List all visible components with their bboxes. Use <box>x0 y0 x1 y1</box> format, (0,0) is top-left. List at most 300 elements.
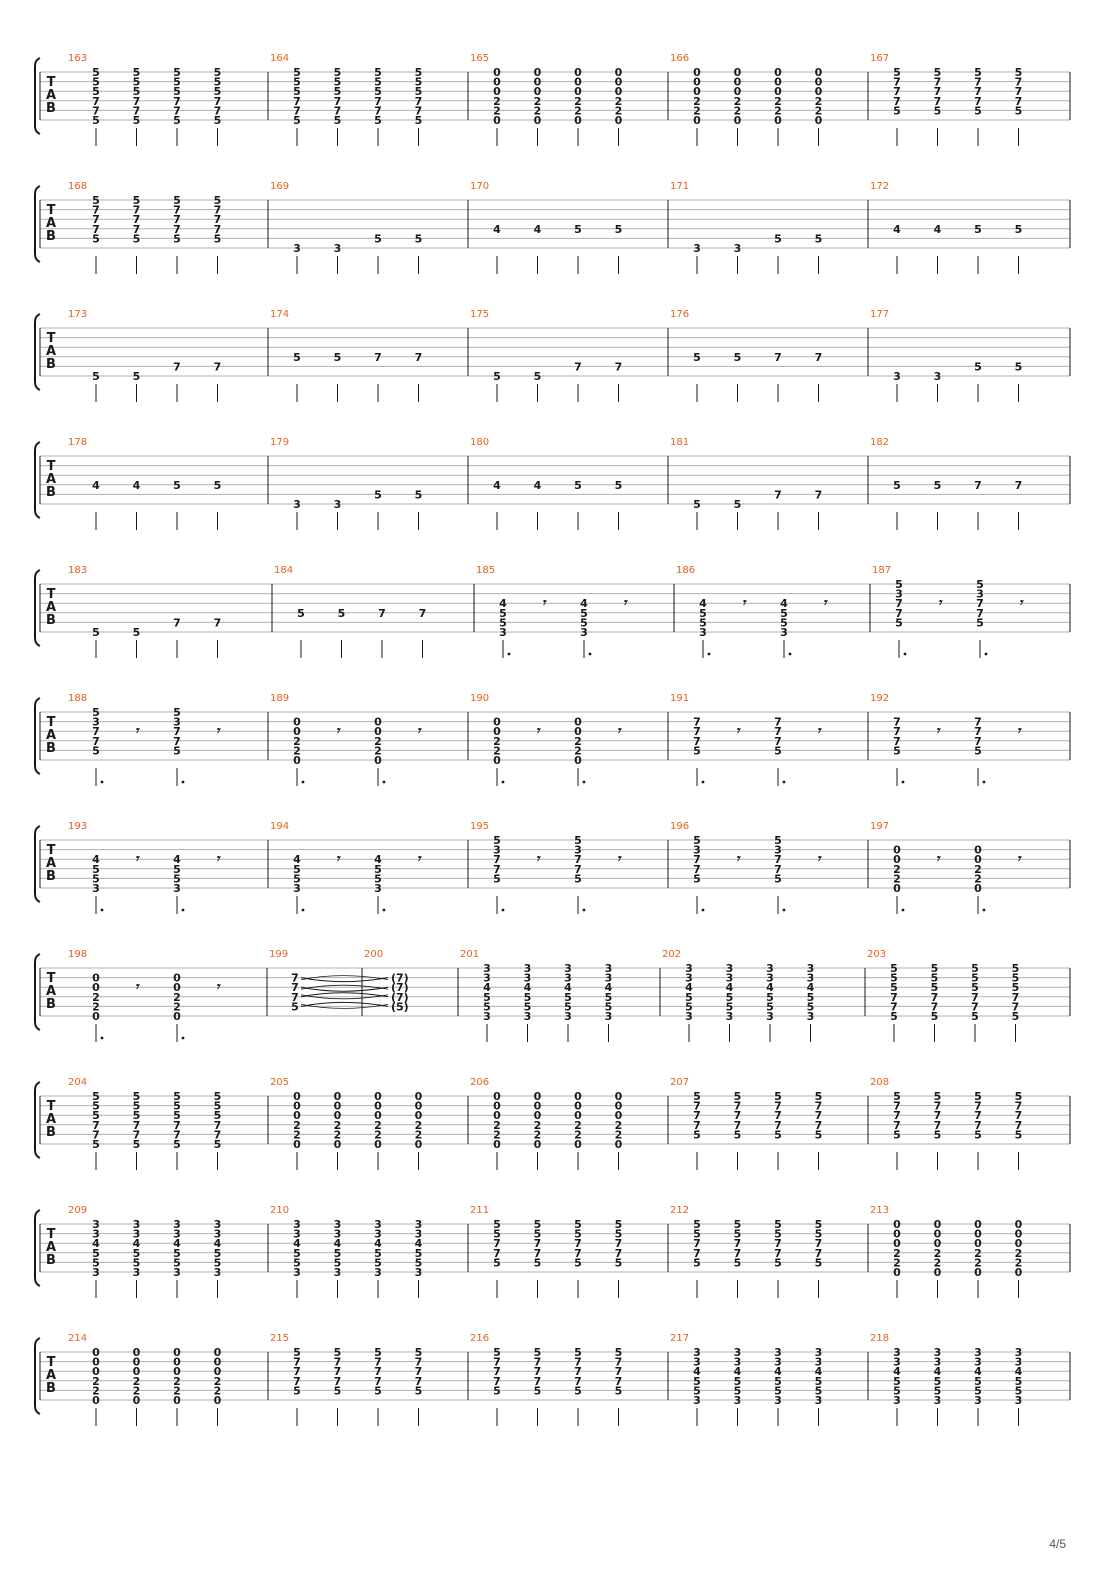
fret-number: 3 <box>893 1355 901 1369</box>
fret-number: 5 <box>414 1384 423 1398</box>
fret-number: 7 <box>733 1099 742 1113</box>
fret-number: 7 <box>291 990 299 1004</box>
fret-number: 5 <box>293 1384 301 1398</box>
fret-number: 2 <box>533 1118 542 1132</box>
fret-number: 7 <box>213 1118 222 1132</box>
fret-number: 7 <box>293 1355 301 1369</box>
fret-number: 0 <box>693 66 701 79</box>
fret-number: 0 <box>1014 1218 1023 1231</box>
fret-number: 5 <box>92 75 100 89</box>
tab-system <box>35 1333 1070 1426</box>
measure-174 <box>270 309 468 402</box>
fret-number: 3 <box>774 1355 782 1369</box>
fret-number: 3 <box>213 1227 222 1241</box>
fret-number: 4 <box>893 222 901 236</box>
fret-number: 5 <box>933 478 942 492</box>
fret-number: 0 <box>974 1237 982 1251</box>
fret-number: 7 <box>890 990 898 1004</box>
fret-number: 7 <box>533 1374 542 1388</box>
fret-number: 7 <box>132 1128 141 1142</box>
fret-number: 0 <box>814 85 823 99</box>
fret-number: 0 <box>92 971 100 985</box>
fret-number: 0 <box>374 1109 382 1123</box>
measure-number: 218 <box>870 1333 890 1344</box>
fret-number: 5 <box>893 1374 901 1388</box>
fret-number: 2 <box>614 1118 623 1132</box>
fret-number: 5 <box>493 1384 501 1398</box>
tie-curve <box>301 978 388 982</box>
dotted-note-dot <box>583 781 586 784</box>
fret-number: 5 <box>699 606 707 620</box>
fret-number: 0 <box>213 1346 222 1359</box>
fret-number: 0 <box>92 1346 100 1359</box>
fret-number: 5 <box>930 981 939 995</box>
fret-number: 4 <box>533 478 542 492</box>
eighth-rest: 𝄾 <box>215 852 220 868</box>
fret-number: 5 <box>499 616 507 630</box>
fret-number: 7 <box>814 488 823 502</box>
fret-number: 2 <box>774 104 782 118</box>
fret-number: 7 <box>614 1374 623 1388</box>
fret-number: 5 <box>293 862 301 876</box>
fret-number: 3 <box>725 971 734 985</box>
fret-number: 3 <box>893 1346 901 1359</box>
fret-number: 7 <box>173 222 181 236</box>
fret-number: 5 <box>132 194 141 207</box>
fret-number: 5 <box>693 872 701 886</box>
fret-number: 7 <box>173 616 181 630</box>
tab-clef-letter: B <box>46 1381 56 1396</box>
fret-number: 5 <box>213 85 222 99</box>
measure-number: 211 <box>470 1205 490 1216</box>
fret-number: 7 <box>893 75 901 89</box>
fret-number: 5 <box>1014 1128 1023 1142</box>
measure-213 <box>870 1205 1070 1298</box>
fret-number: 7 <box>893 1109 901 1123</box>
fret-number: 0 <box>374 715 382 729</box>
measure-number: 168 <box>68 181 88 192</box>
fret-number: 3 <box>493 843 501 857</box>
fret-number: 7 <box>213 94 222 108</box>
fret-number: 5 <box>574 1227 582 1241</box>
fret-number: 5 <box>733 1128 742 1142</box>
fret-number: 0 <box>574 85 582 99</box>
tab-clef-letter: B <box>46 101 56 116</box>
fret-number: 5 <box>693 834 701 847</box>
fret-number: 0 <box>533 85 542 99</box>
fret-number: 3 <box>564 1010 572 1023</box>
fret-number: 0 <box>974 843 982 857</box>
fret-number: 0 <box>293 1099 301 1113</box>
fret-number: 5 <box>337 606 346 620</box>
fret-number: 5 <box>173 1256 181 1270</box>
fret-number: 7 <box>374 350 382 364</box>
fret-number: 3 <box>893 370 901 383</box>
fret-number: 3 <box>333 1227 342 1241</box>
fret-number: 0 <box>173 1365 181 1379</box>
tab-clef-letter: T <box>46 75 56 90</box>
fret-number: 7 <box>213 360 222 374</box>
system-bracket <box>35 1082 40 1158</box>
fret-number: 3 <box>333 242 342 255</box>
fret-number: 7 <box>493 1237 501 1251</box>
dotted-note-dot <box>783 909 786 912</box>
fret-number: 7 <box>774 862 782 876</box>
fret-number: 3 <box>685 1010 693 1023</box>
fret-number: 2 <box>493 734 501 748</box>
measure-number: 189 <box>270 693 290 704</box>
fret-number: 7 <box>693 1109 701 1123</box>
fret-number: 5 <box>814 1256 823 1270</box>
fret-number: 7 <box>890 1000 898 1014</box>
fret-number: 7 <box>774 1237 782 1251</box>
fret-number: 0 <box>173 1355 181 1369</box>
fret-number: 5 <box>499 606 507 620</box>
fret-number: 7 <box>493 862 501 876</box>
measure-216 <box>470 1333 668 1426</box>
fret-number: 5 <box>213 1138 222 1151</box>
fret-number: 5 <box>774 1128 782 1142</box>
measure-number: 213 <box>870 1205 890 1216</box>
fret-number: 5 <box>974 104 982 118</box>
fret-number: 7 <box>293 94 301 108</box>
measure-number: 210 <box>270 1205 290 1216</box>
measure-number: 193 <box>68 821 88 832</box>
fret-number: 0 <box>774 66 782 79</box>
fret-number: 5 <box>933 104 942 118</box>
fret-number: 4 <box>173 1237 181 1251</box>
measure-177 <box>870 309 1070 402</box>
fret-number: 3 <box>685 962 693 975</box>
fret-number: 0 <box>333 1090 342 1103</box>
measure-number: 174 <box>270 309 290 320</box>
fret-number: 2 <box>614 104 623 118</box>
fret-number: 7 <box>974 75 982 89</box>
fret-number: 7 <box>213 203 222 217</box>
fret-number: 5 <box>974 1090 982 1103</box>
tab-clef-letter: A <box>45 600 57 615</box>
fret-number: 0 <box>173 981 181 995</box>
fret-number: 5 <box>774 1227 782 1241</box>
measure-number: 205 <box>270 1077 290 1088</box>
fret-number: 3 <box>92 1227 100 1241</box>
fret-number: 4 <box>293 1237 301 1251</box>
fret-number: 2 <box>132 1374 141 1388</box>
fret-number: 7 <box>414 94 423 108</box>
fret-number: 2 <box>533 1128 542 1142</box>
fret-number: 0 <box>814 75 823 89</box>
fret-number: 2 <box>414 1118 423 1132</box>
fret-number: 7 <box>414 1355 423 1369</box>
fret-number: 0 <box>574 75 582 89</box>
tab-clef-letter: T <box>46 1227 56 1242</box>
measure-206 <box>470 1077 668 1170</box>
fret-number: 7 <box>414 1365 423 1379</box>
fret-number: 3 <box>92 1266 100 1279</box>
fret-number: 5 <box>733 1218 742 1231</box>
fret-number: 7 <box>893 715 901 729</box>
fret-number: 5 <box>374 232 382 246</box>
fret-number: 3 <box>414 1218 423 1231</box>
fret-number: 4 <box>725 981 734 995</box>
fret-number: 3 <box>414 1266 423 1279</box>
tab-clef-letter: B <box>46 1253 56 1268</box>
fret-number: 5 <box>414 66 423 79</box>
fret-number: 5 <box>213 114 222 127</box>
fret-number: 3 <box>693 1394 701 1407</box>
fret-number: 7 <box>774 1246 782 1260</box>
fret-number: 5 <box>930 1010 939 1023</box>
fret-number: 7 <box>493 853 501 867</box>
fret-number: 7 <box>92 222 100 236</box>
fret-number: 0 <box>173 971 181 985</box>
fret-number: 2 <box>933 1256 942 1270</box>
fret-number: 5 <box>173 85 181 99</box>
eighth-rest: 𝄾 <box>816 852 821 868</box>
fret-number: 3 <box>806 971 815 985</box>
fret-number: 5 <box>1014 1384 1023 1398</box>
tab-system <box>35 821 1070 914</box>
fret-number: 5 <box>774 834 782 847</box>
fret-number: 5 <box>614 1218 623 1231</box>
fret-number: 3 <box>173 882 181 895</box>
fret-number: 3 <box>774 843 782 857</box>
fret-number: 3 <box>766 1010 774 1023</box>
fret-number: 0 <box>493 85 501 99</box>
dotted-note-dot <box>502 909 505 912</box>
fret-number: 2 <box>374 1118 382 1132</box>
fret-number: 7 <box>533 1355 542 1369</box>
fret-number: 0 <box>293 1138 301 1151</box>
fret-number: 7 <box>693 715 701 729</box>
fret-number: 7 <box>774 725 782 739</box>
fret-number: 5 <box>493 1227 501 1241</box>
fret-number: 7 <box>92 94 100 108</box>
system-bracket <box>35 570 40 646</box>
fret-number: 0 <box>533 66 542 79</box>
fret-number: 0 <box>493 715 501 729</box>
fret-number: 7 <box>92 104 100 118</box>
fret-number: 5 <box>733 1090 742 1103</box>
system-bracket <box>35 186 40 262</box>
fret-number: 7 <box>774 715 782 729</box>
fret-number: 5 <box>213 1246 222 1260</box>
measure-202 <box>662 949 865 1042</box>
fret-number: 4 <box>493 222 501 236</box>
fret-number: 5 <box>933 1374 942 1388</box>
fret-number: 7 <box>971 1000 979 1014</box>
fret-number: 5 <box>933 1384 942 1398</box>
tab-clef-letter: B <box>46 1125 56 1140</box>
dotted-note-dot <box>902 781 905 784</box>
tab-clef-letter: A <box>45 1368 57 1383</box>
fret-number: 3 <box>733 1346 742 1359</box>
fret-number: 5 <box>895 616 903 630</box>
fret-number: 0 <box>814 66 823 79</box>
fret-number: 0 <box>414 1099 423 1113</box>
fret-number: 3 <box>293 1227 301 1241</box>
fret-number: 4 <box>493 478 501 492</box>
measure-number: 169 <box>270 181 290 192</box>
fret-number: 5 <box>92 1099 100 1113</box>
fret-number: 0 <box>132 1365 141 1379</box>
fret-number: 7 <box>92 734 100 748</box>
fret-number: 4 <box>580 597 588 611</box>
fret-number: 3 <box>173 1227 181 1241</box>
tab-clef-letter: B <box>46 229 56 244</box>
dotted-note-dot <box>182 909 185 912</box>
fret-number: 3 <box>374 1266 382 1279</box>
fret-number: 5 <box>774 744 782 758</box>
fret-number: 0 <box>814 114 823 127</box>
fret-number: 5 <box>685 1000 693 1014</box>
fret-number: 2 <box>933 1246 942 1260</box>
fret-number: 5 <box>814 1227 823 1241</box>
fret-number: 0 <box>574 1138 582 1151</box>
fret-number: 5 <box>523 990 532 1004</box>
tab-clef-letter: T <box>46 587 56 602</box>
fret-number: 7 <box>895 606 903 620</box>
tab-system <box>35 693 1070 786</box>
fret-number: 5 <box>614 1256 623 1270</box>
fret-number: 7 <box>132 203 141 217</box>
measure-number: 180 <box>470 437 490 448</box>
fret-number: 0 <box>92 1394 100 1407</box>
fret-number: 5 <box>213 478 222 492</box>
fret-number: 0 <box>493 725 501 739</box>
fret-number: 7 <box>774 853 782 867</box>
measure-number: 212 <box>670 1205 690 1216</box>
fret-number: 4 <box>132 1237 141 1251</box>
tab-system <box>35 1077 1070 1170</box>
fret-number: 7 <box>173 94 181 108</box>
fret-number: 2 <box>493 94 501 108</box>
fret-number: 7 <box>173 734 181 748</box>
fret-number: 3 <box>774 1394 782 1407</box>
fret-number: 2 <box>614 1128 623 1142</box>
fret-number: 0 <box>774 75 782 89</box>
fret-number: 5 <box>574 222 582 236</box>
fret-number: 5 <box>693 1227 701 1241</box>
dotted-note-dot <box>708 653 711 656</box>
measure-196 <box>670 821 868 914</box>
measure-number: 191 <box>670 693 690 704</box>
fret-number: 4 <box>173 853 181 867</box>
fret-number: 7 <box>693 1118 701 1132</box>
fret-number: 7 <box>976 606 984 620</box>
fret-number: 2 <box>814 104 823 118</box>
fret-number: 0 <box>533 114 542 127</box>
fret-number: 7 <box>976 597 984 611</box>
dotted-note-dot <box>702 781 705 784</box>
fret-number: 5 <box>930 971 939 985</box>
fret-number: 0 <box>893 882 901 895</box>
eighth-rest: 𝄾 <box>735 724 740 740</box>
fret-number: 5 <box>933 66 942 79</box>
fret-number: 7 <box>213 1128 222 1142</box>
fret-number: 7 <box>493 1355 501 1369</box>
fret-number: 5 <box>1011 962 1020 975</box>
fret-number: 5 <box>173 1109 181 1123</box>
fret-number: 3 <box>933 1346 942 1359</box>
fret-number: 7 <box>132 94 141 108</box>
fret-number: 4 <box>533 222 542 236</box>
fret-number: 7 <box>493 1365 501 1379</box>
eighth-rest: 𝄾 <box>535 724 540 740</box>
fret-number: 0 <box>293 754 301 767</box>
fret-number: 4 <box>499 597 507 611</box>
fret-number: 5 <box>971 1010 979 1023</box>
fret-number: 0 <box>893 1227 901 1241</box>
fret-number: 5 <box>574 872 582 886</box>
fret-number: 5 <box>293 872 301 886</box>
eighth-rest: 𝄾 <box>416 852 421 868</box>
measure-number: 209 <box>68 1205 88 1216</box>
measure-number: 190 <box>470 693 490 704</box>
fret-number: 7 <box>893 94 901 108</box>
fret-number: 0 <box>1014 1266 1023 1279</box>
fret-number: 0 <box>933 1227 942 1241</box>
fret-number: 0 <box>774 114 782 127</box>
fret-number: 5 <box>693 1128 701 1142</box>
fret-number: 0 <box>132 1394 141 1407</box>
fret-number: (7) <box>391 990 409 1004</box>
fret-number: 3 <box>974 1355 982 1369</box>
eighth-rest: 𝄾 <box>134 852 139 868</box>
fret-number: 5 <box>1011 1010 1020 1023</box>
system-bracket <box>35 442 40 518</box>
fret-number: 0 <box>533 1099 542 1113</box>
tie-curve <box>301 1002 388 1006</box>
fret-number: 0 <box>173 1346 181 1359</box>
fret-number: 7 <box>693 1099 701 1113</box>
fret-number: 0 <box>893 843 901 857</box>
fret-number: 7 <box>933 94 942 108</box>
fret-number: 7 <box>132 1118 141 1132</box>
fret-number: 0 <box>333 1138 342 1151</box>
fret-number: 0 <box>614 114 623 127</box>
fret-number: 0 <box>733 85 742 99</box>
tab-clef-letter: B <box>46 357 56 372</box>
fret-number: 5 <box>173 862 181 876</box>
system-bracket <box>35 1210 40 1286</box>
eighth-rest: 𝄾 <box>822 596 827 612</box>
fret-number: 5 <box>414 1346 423 1359</box>
tab-clef-letter: A <box>45 856 57 871</box>
fret-number: 7 <box>933 75 942 89</box>
fret-number: 3 <box>523 962 532 975</box>
fret-number: 4 <box>774 1365 782 1379</box>
fret-number: 5 <box>213 75 222 89</box>
fret-number: 7 <box>814 350 823 364</box>
fret-number: 0 <box>733 75 742 89</box>
fret-number: 3 <box>523 971 532 985</box>
fret-number: 3 <box>733 1355 742 1369</box>
fret-number: 5 <box>574 1218 582 1231</box>
fret-number: 4 <box>92 1237 100 1251</box>
tab-clef-letter: A <box>45 1112 57 1127</box>
fret-number: 4 <box>414 1237 423 1251</box>
fret-number: 5 <box>92 85 100 99</box>
measure-197 <box>870 821 1070 914</box>
fret-number: 5 <box>92 872 100 886</box>
fret-number: 2 <box>293 1128 301 1142</box>
fret-number: 5 <box>173 1090 181 1103</box>
measure-number: 185 <box>476 565 496 576</box>
fret-number: 3 <box>483 971 491 985</box>
fret-number: 4 <box>933 1365 942 1379</box>
fret-number: 7 <box>533 1237 542 1251</box>
